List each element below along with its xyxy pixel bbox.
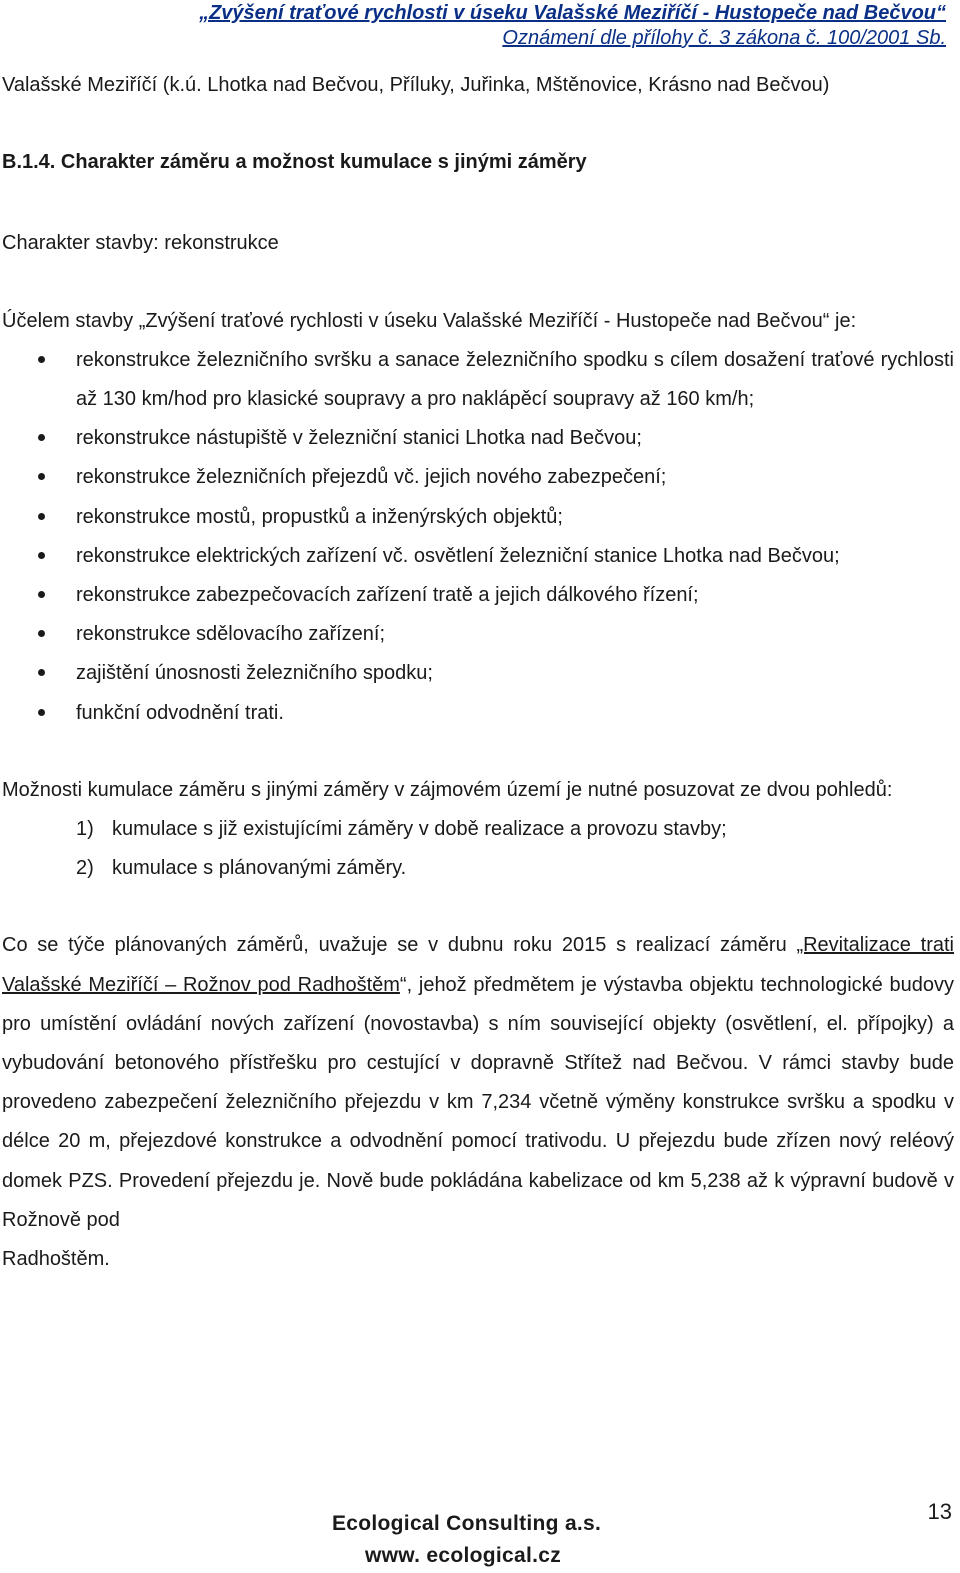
document-body	[2, 66, 954, 1279]
document-subtitle: Oznámení dle přílohy č. 3 zákona č. 100/2001 Sb.	[502, 27, 946, 49]
list-item: funkční odvodnění trati.	[2, 694, 954, 733]
cumulation-paragraph: Možnosti kumulace záměru s jinými záměry v zájmovém území je nutné posuzovat ze dvou pohledů:	[2, 778, 893, 801]
intro-paragraph: Valašské Meziříčí (k.ú. Lhotka nad Bečvou, Příluky, Juřinka, Mštěnovice, Krásno nad Bečvou)	[2, 74, 830, 96]
bullet-icon	[38, 434, 45, 441]
page-header	[199, 0, 946, 51]
bullet-icon	[38, 552, 45, 559]
list-item: 2) kumulace s plánovanými záměry.	[76, 857, 407, 880]
list-item: rekonstrukce zabezpečovacích zařízení tratě a jejich dálkového řízení;	[2, 576, 954, 615]
bullet-icon	[38, 669, 45, 676]
list-item: rekonstrukce elektrických zařízení vč. osvětlení železniční stanice Lhotka nad Bečvou;	[2, 537, 954, 576]
numbered-list	[2, 810, 954, 888]
bullet-icon	[38, 473, 45, 480]
company-website: www. ecological.cz	[365, 1544, 562, 1567]
project-name: „Revitalizace trati Valašské Meziříčí – Rožnov pod Radhoštěm	[2, 934, 954, 996]
bullet-icon	[38, 591, 45, 598]
document-title: „Zvýšení traťové rychlosti v úseku Valašské Meziříčí - Hustopeče nad Bečvou“	[199, 2, 946, 24]
planned-paragraph: Co se týče plánovaných záměrů, uvažuje se v dubnu roku 2015 s realizací záměru „Revitalizace trati Valašské Meziříčí – Rožnov pod Radhoštěm“, jehož předmětem je výstavba objektu technologické budovy pro umístění ovládání nových zařízení (novostavba) s ním související objekty (osvětlení, el. přípojky) a vybudování betonového přístřešku pro cestující v dopravně Střítež nad Bečvou. V rámci stavby bude provedeno zabezpečení železničního přejezdu v km 7,234 včetně výměny konstrukce svršku a spodku v délce 20 m, přejezdové konstrukce a odvodnění pomocí trativodu. U přejezdu bude zřízen nový reléový domek PZS. Provedení přejezdu je. Nově bude pokládána kabelizace od km 5,238 až k výpravní budově v Rožnově pod	[2, 934, 955, 1231]
list-item: rekonstrukce sdělovacího zařízení;	[2, 615, 954, 654]
bullet-list	[2, 341, 954, 733]
bullet-icon	[38, 709, 45, 716]
page-number: 13	[927, 1499, 952, 1524]
list-item: rekonstrukce železničních přejezdů vč. jejich nového zabezpečení;	[2, 458, 954, 497]
bullet-icon	[38, 356, 45, 363]
section-heading: B.1.4. Charakter záměru a možnost kumulace s jinými záměry	[2, 151, 587, 174]
list-item: 1) kumulace s již existujícími záměry v době realizace a provozu stavby;	[76, 818, 727, 841]
planned-paragraph-tail: Radhoštěm.	[2, 1248, 110, 1271]
company-name: Ecological Consulting a.s.	[332, 1512, 602, 1535]
bullet-icon	[38, 630, 45, 637]
list-item: rekonstrukce nástupiště v železniční stanici Lhotka nad Bečvou;	[2, 419, 954, 458]
list-item: rekonstrukce železničního svršku a sanace železničního spodku s cílem dosažení traťové rychlosti až 130 km/hod pro klasické soupravy a pro naklápěcí soupravy až 160 km/h;	[2, 341, 954, 419]
character-paragraph: Charakter stavby: rekonstrukce	[2, 232, 279, 255]
list-item: rekonstrukce mostů, propustků a inženýrských objektů;	[2, 498, 954, 537]
list-item: zajištění únosnosti železničního spodku;	[2, 654, 954, 693]
purpose-paragraph: Účelem stavby „Zvýšení traťové rychlosti v úseku Valašské Meziříčí - Hustopeče nad Bečvou“ je:	[2, 309, 857, 332]
bullet-icon	[38, 513, 45, 520]
